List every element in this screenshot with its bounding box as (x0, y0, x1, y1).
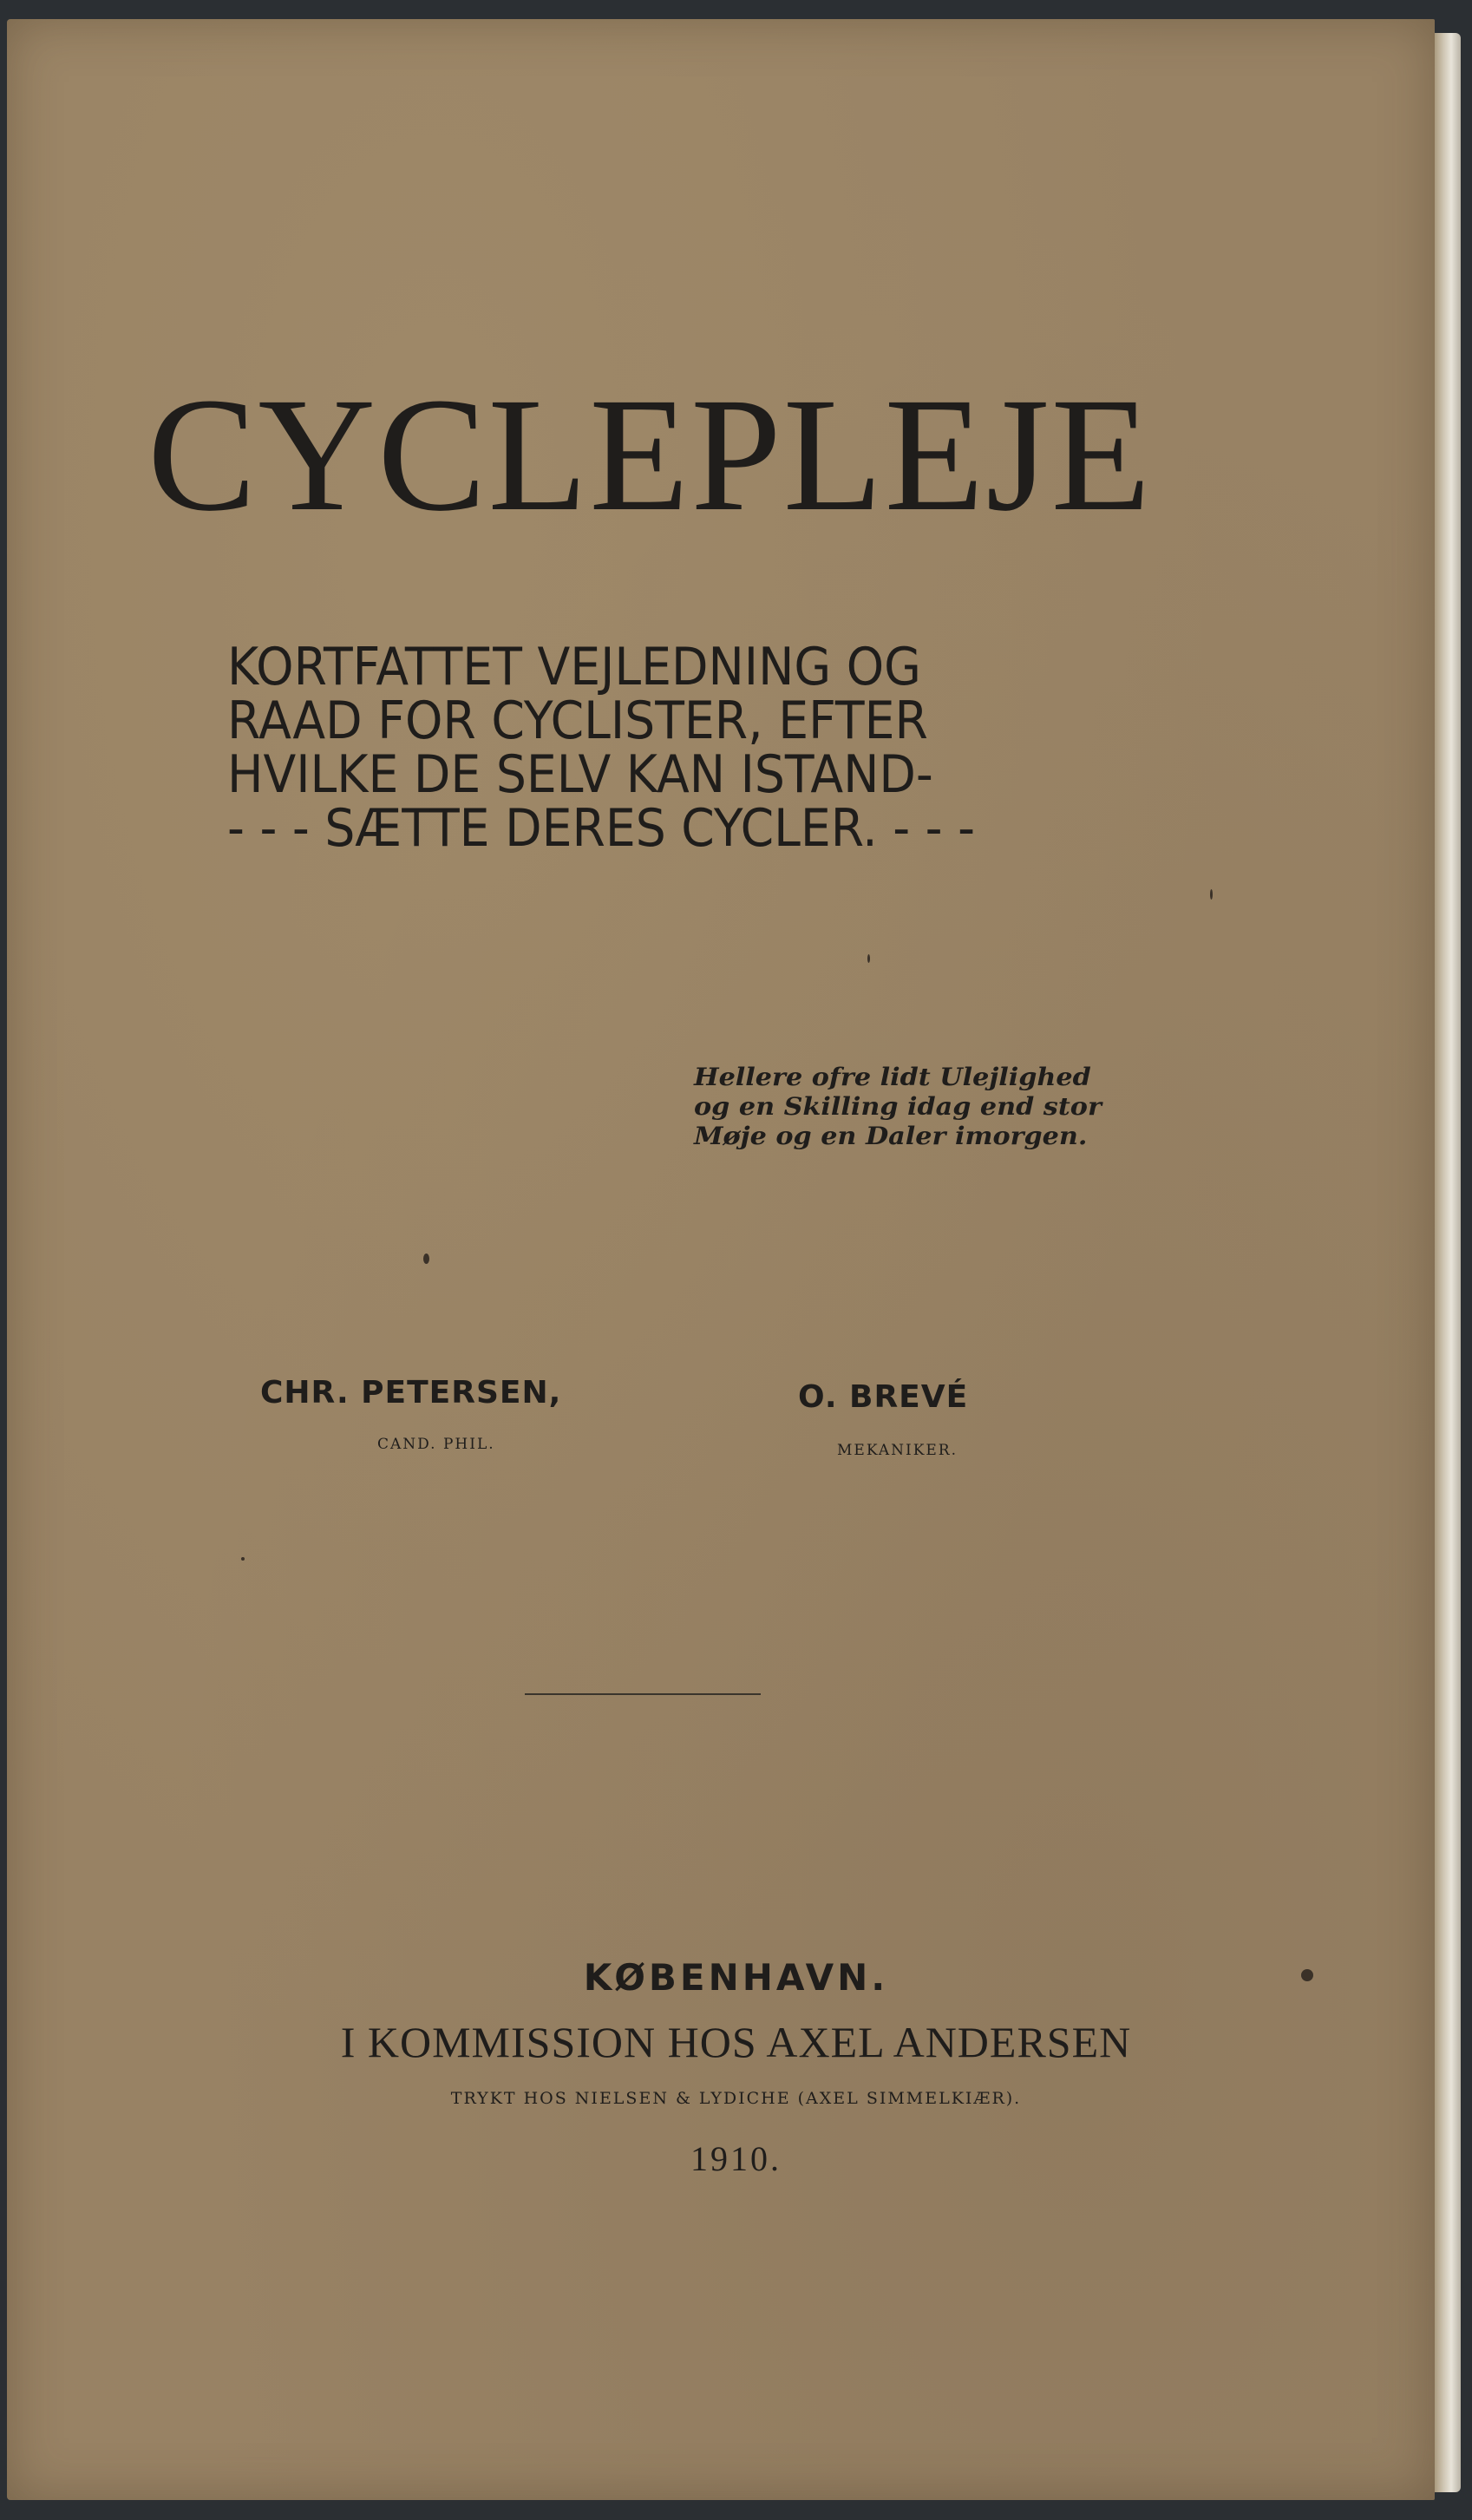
book-title: CYCLEPLEJE (147, 363, 1153, 545)
paper-speck (423, 1253, 429, 1264)
divider-rule (525, 1693, 761, 1695)
paper-speck (1301, 1969, 1313, 1981)
subtitle-line: HVILKE DE SELV KAN ISTAND- (227, 744, 933, 805)
paper-speck (1210, 889, 1213, 900)
paper-speck (867, 954, 870, 963)
subtitle-line: KORTFATTET VEJLEDNING OG (227, 637, 921, 697)
author-name: O. BREVÉ (798, 1379, 969, 1415)
motto-line: Møje og en Daler imorgen. (694, 1122, 1088, 1150)
publisher-line: I KOMMISSION HOS AXEL ANDERSEN (340, 2018, 1132, 2066)
motto (694, 1063, 1219, 1151)
author-name: CHR. PETERSEN, (260, 1375, 562, 1411)
publication-city: KØBENHAVN. (583, 1956, 889, 1999)
publication-year: 1910. (690, 2139, 782, 2178)
book-subtitle (227, 637, 1073, 859)
subtitle-line: - - - SÆTTE DERES CYCLER. - - - (227, 798, 976, 859)
motto-line: og en Skilling idag end stor (694, 1092, 1102, 1121)
paper-speck (241, 1557, 245, 1561)
subtitle-line: RAAD FOR CYCLISTER, EFTER (227, 691, 928, 751)
author-title: CAND. PHIL. (377, 1436, 495, 1453)
motto-line: Hellere ofre lidt Ulejlighed (694, 1063, 1091, 1091)
author-title: MEKANIKER. (837, 1442, 958, 1459)
printer-line: TRYKT HOS NIELSEN & LYDICHE (AXEL SIMMELKIÆR). (450, 2089, 1022, 2108)
